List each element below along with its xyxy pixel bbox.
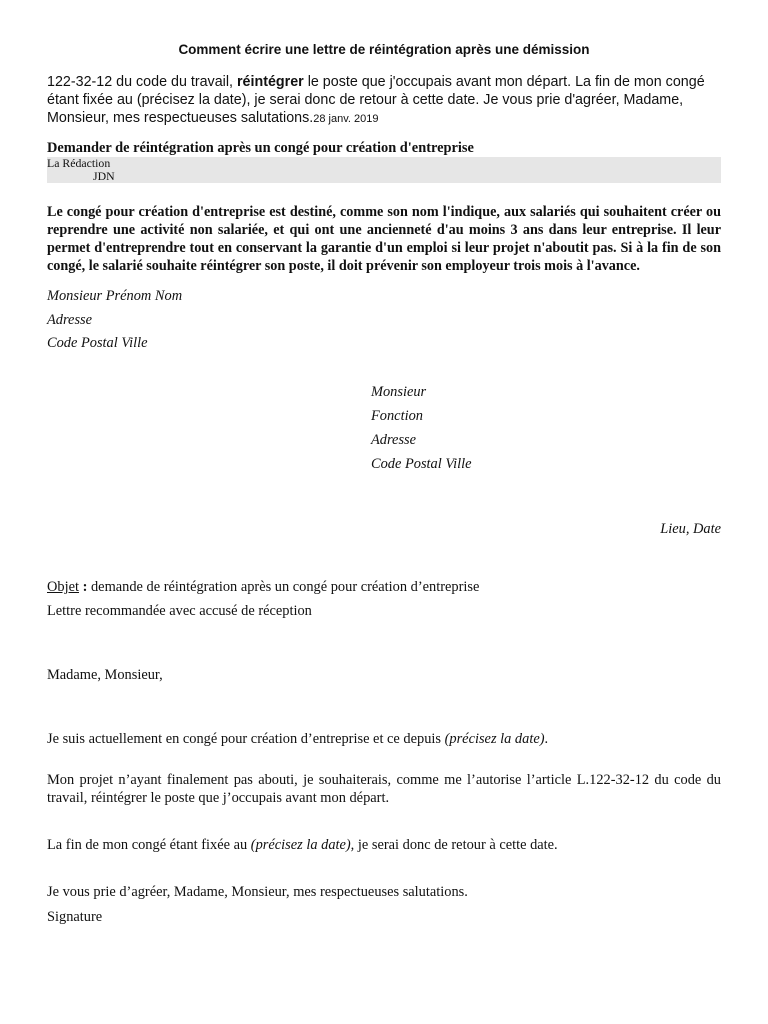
- article-heading: Demander de réintégration après un congé pour création d'entreprise: [47, 140, 474, 156]
- p1-italic: (précisez la date): [444, 731, 545, 747]
- place-date: Lieu, Date: [660, 521, 721, 537]
- intro-paragraph: Le congé pour création d'entreprise est destiné, comme son nom l'indique, aux salariés qui souhaitent créer ou reprendre une activité non salariée, et qui ont une ancienneté d'au moins 3 ans dans leur entreprise. Il leur permet d'entreprendre tout en conservant la garantie d'un emploi si leur projet n'aboutit pas. Si à la fin de son congé, le salarié souhaite réintégrer son poste, il doit prévenir son employeur trois mois à l'avance.: [47, 204, 721, 274]
- sender-name: Monsieur Prénom Nom: [47, 288, 183, 304]
- snippet-date: 28 janv. 2019: [313, 113, 379, 125]
- closing-line: Je vous prie d’agréer, Madame, Monsieur, mes respectueuses salutations.: [47, 884, 468, 900]
- p3-italic: (précisez la date),: [250, 837, 355, 853]
- object-line: [47, 578, 721, 596]
- p1-text: Je suis actuellement en congé pour création d’entreprise et ce depuis: [47, 731, 445, 747]
- paragraph-3: [47, 836, 721, 854]
- paragraph-2: Mon projet n’ayant finalement pas abouti, je souhaiterais, comme me l’autorise l’article L.122-32-12 du code du travail, réintégrer le poste que j’occupais avant mon départ.: [47, 772, 721, 806]
- snippet-post: le poste que j'occupais avant mon départ. La fin de mon congé étant fixée au (précisez la date), je serai donc de retour à cette date. Je vous prie d'agréer, Madame, Monsieur, mes respectueuses salutations.: [47, 74, 705, 126]
- byline-source: JDN: [93, 169, 115, 183]
- p3-end: je serai donc de retour à cette date.: [354, 837, 558, 853]
- object-sep: :: [78, 579, 91, 595]
- p1-end: .: [544, 731, 549, 747]
- recipient-name: Monsieur: [371, 384, 427, 400]
- recipient-function: Fonction: [371, 408, 423, 424]
- sender-address: Adresse: [47, 312, 93, 328]
- page-title: Comment écrire une lettre de réintégration après une démission: [178, 42, 590, 57]
- paragraph-1: [47, 730, 721, 748]
- snippet-keyword: réintégrer: [236, 74, 304, 90]
- salutation: Madame, Monsieur,: [47, 667, 163, 683]
- recipient-address: Adresse: [371, 432, 417, 448]
- object-label: Objet: [47, 579, 79, 595]
- byline-author: La Rédaction: [47, 156, 111, 170]
- search-snippet: [47, 73, 727, 128]
- recipient-city: Code Postal Ville: [371, 456, 472, 472]
- sender-city: Code Postal Ville: [47, 335, 148, 351]
- signature: Signature: [47, 909, 103, 925]
- byline-box: [47, 157, 721, 183]
- object-text: demande de réintégration après un congé pour création d’entreprise: [90, 579, 480, 595]
- registered-mail-line: Lettre recommandée avec accusé de réception: [47, 603, 312, 619]
- snippet-pre: 122-32-12 du code du travail,: [47, 74, 237, 90]
- p3-text: La fin de mon congé étant fixée au: [47, 837, 251, 853]
